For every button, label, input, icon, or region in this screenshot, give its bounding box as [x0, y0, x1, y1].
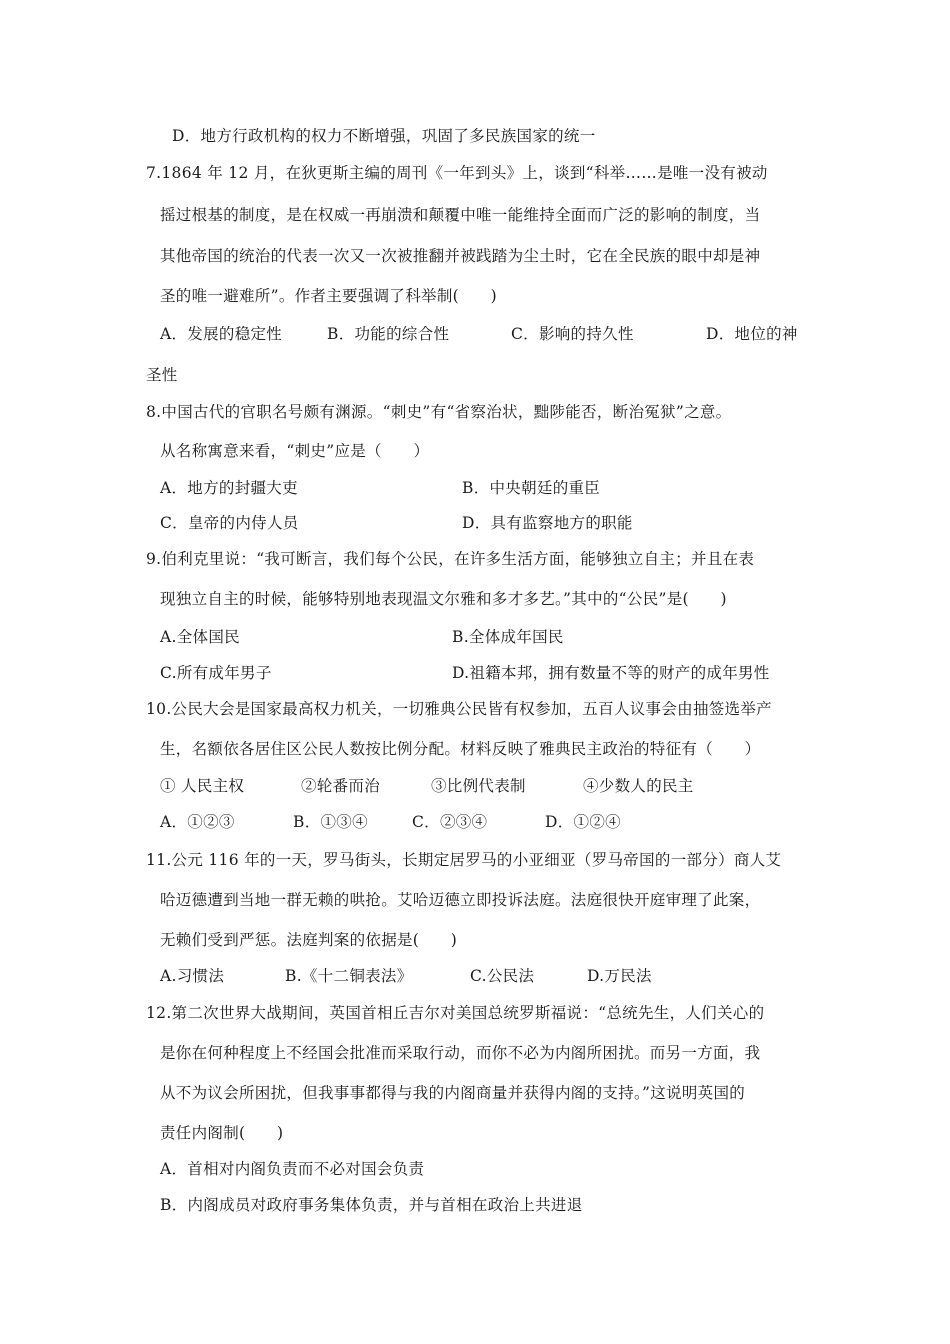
q10-option-c: C．②③④: [412, 813, 488, 831]
q7-stem-line-4: 圣的唯一避难所”。作者主要强调了科举制( ): [160, 287, 497, 305]
q7-option-d-cont: 圣性: [146, 366, 178, 384]
q8-option-c: C．皇帝的内侍人员: [160, 514, 299, 532]
q10-statement-3: ③比例代表制: [431, 777, 526, 795]
q10-option-b: B．①③④: [293, 813, 368, 831]
q10-statements: [0, 776, 950, 796]
q6-option-d: D．地方行政机构的权力不断增强，巩固了多民族国家的统一: [172, 127, 596, 145]
q10-statement-2: ②轮番而治: [301, 777, 381, 795]
q10-statement-1: ① 人民主权: [160, 777, 245, 795]
q7-stem-line-3: 其他帝国的统治的代表一次又一次被推翻并被践踏为尘土时，它在全民族的眼中却是神: [160, 247, 761, 265]
q12-option-a: A．首相对内阁负责而不必对国会负责: [160, 1160, 425, 1178]
q11-option-b: B.《十二铜表法》: [285, 967, 413, 985]
q10-statement-4: ④少数人的民主: [583, 777, 694, 795]
q8-option-a: A．地方的封疆大吏: [160, 479, 298, 497]
q8-options-row-1: [0, 478, 950, 498]
q12-stem-line-3: 从不为议会所困扰，但我事事都得与我的内阁商量并获得内阁的支持。”这说明英国的: [160, 1084, 746, 1102]
q9-options-row-1: [0, 627, 950, 647]
q9-stem-line-2: 现独立自主的时候，能够特别地表现温文尔雅和多才多艺。”其中的“公民”是( ): [160, 590, 727, 608]
q7-options: [0, 324, 950, 344]
q12-stem-line-1: 12.第二次世界大战期间，英国首相丘吉尔对美国总统罗斯福说：“总统先生，人们关心的: [146, 1004, 765, 1022]
q11-options: [0, 966, 950, 986]
q8-option-d: D．具有监察地方的职能: [462, 514, 633, 532]
q9-option-d: D.祖籍本邦，拥有数量不等的财产的成年男性: [452, 664, 770, 682]
q9-option-a: A.全体国民: [160, 628, 240, 646]
q7-option-d: D．地位的神: [706, 325, 798, 343]
q7-stem-line-2: 摇过根基的制度，是在权威一再崩溃和颠覆中唯一能维持全面而广泛的影响的制度，当: [160, 206, 761, 224]
q8-option-b: B．中央朝廷的重臣: [462, 479, 601, 497]
q11-stem-line-1: 11.公元 116 年的一天，罗马街头，长期定居罗马的小亚细亚（罗马帝国的一部分）商人艾: [146, 851, 782, 869]
q11-option-a: A.习惯法: [160, 967, 225, 985]
q7-option-c: C．影响的持久性: [511, 325, 634, 343]
q10-option-a: A．①②③: [160, 813, 235, 831]
q11-option-c: C.公民法: [470, 967, 535, 985]
q10-options: [0, 812, 950, 832]
q8-options-row-2: [0, 513, 950, 533]
q12-option-b: B．内阁成员对政府事务集体负责，并与首相在政治上共进退: [160, 1196, 583, 1214]
q11-option-d: D.万民法: [587, 967, 652, 985]
q9-option-c: C.所有成年男子: [160, 664, 272, 682]
q12-stem-line-4: 责任内阁制( ): [160, 1124, 284, 1142]
q12-stem-line-2: 是你在何种程度上不经国会批准而采取行动，而你不必为内阁所困扰。而另一方面，我: [160, 1044, 761, 1062]
q11-stem-line-3: 无赖们受到严惩。法庭判案的依据是( ): [160, 931, 458, 949]
q8-stem-line-1: 8.中国古代的官职名号颇有渊源。“刺史”有“省察治状，黜陟能否，断治冤狱”之意。: [146, 403, 732, 421]
q11-stem-line-2: 哈迈德遭到当地一群无赖的哄抢。艾哈迈德立即投诉法庭。法庭很快开庭审理了此案，: [160, 891, 761, 909]
q7-stem-line-1: 7.1864 年 12 月，在狄更斯主编的周刊《一年到头》上，谈到“科举……是唯一没有被动: [146, 164, 768, 182]
q10-stem-line-2: 生，名额依各居住区公民人数按比例分配。材料反映了雅典民主政治的特征有（ ）: [160, 740, 761, 758]
q9-option-b: B.全体成年国民: [452, 628, 564, 646]
q7-option-b: B．功能的综合性: [327, 325, 450, 343]
q7-option-a: A．发展的稳定性: [160, 325, 283, 343]
q10-stem-line-1: 10.公民大会是国家最高权力机关，一切雅典公民皆有权参加，五百人议事会由抽签选举产: [146, 700, 772, 718]
q9-options-row-2: [0, 663, 950, 683]
q9-stem-line-1: 9.伯利克里说：“我可断言，我们每个公民，在许多生活方面，能够独立自主；并且在表: [146, 550, 755, 568]
q8-stem-line-2: 从名称寓意来看，“刺史”应是（ ）: [160, 442, 430, 460]
q10-option-d: D．①②④: [545, 813, 621, 831]
